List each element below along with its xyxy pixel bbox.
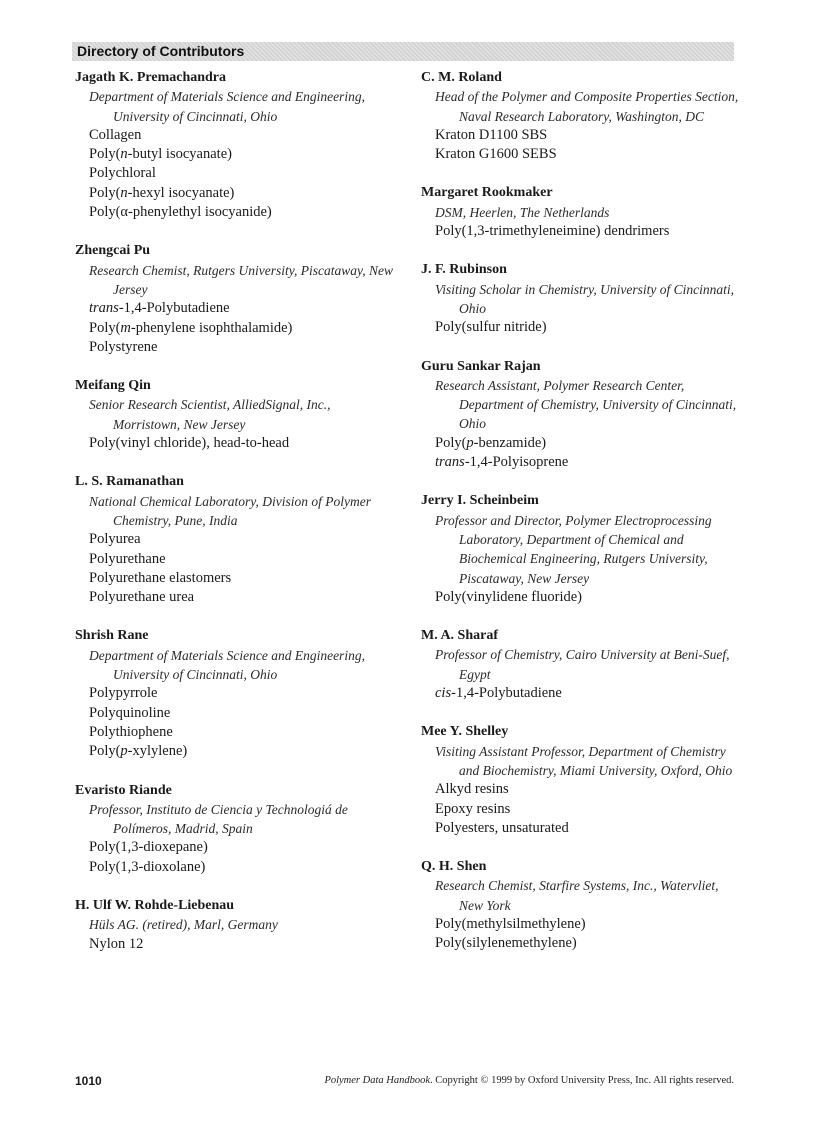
subject-text: Polyurethane elastomers — [89, 569, 232, 586]
subject-item — [89, 550, 395, 569]
subject-text: Polythiophene — [89, 723, 173, 740]
contributor-name: Jagath K. Premachandra — [75, 70, 227, 85]
subject-prefix: Poly( — [435, 434, 467, 451]
contributor-affiliation: Professor of Chemistry, Cairo University at Beni-Suef, Egypt — [435, 647, 730, 682]
subject-text: Poly(silylenemethylene) — [435, 935, 577, 952]
subject-text: -butyl isocyanate) — [127, 146, 232, 163]
subject-item — [435, 915, 739, 934]
contributor-entry — [421, 68, 739, 164]
subject-text: -1,4-Polybutadiene — [118, 300, 230, 317]
contributor-affiliation: Head of the Polymer and Composite Properties Section, Naval Research Laboratory, Washington, DC — [435, 89, 739, 124]
subject-item — [89, 684, 395, 703]
subject-item — [435, 126, 739, 145]
subject-text: -1,4-Polyisoprene — [464, 454, 569, 471]
copyright-text: . Copyright © 1999 by Oxford University Press, Inc. All rights reserved. — [430, 1075, 734, 1086]
contributor-name: Zhengcai Pu — [75, 243, 151, 259]
subject-text: Polyesters, unsaturated — [435, 819, 569, 836]
contributor-affiliation: National Chemical Laboratory, Division of Polymer Chemistry, Pune, India — [89, 493, 371, 528]
subject-item — [435, 318, 739, 337]
page-number: 1010 — [75, 1074, 102, 1088]
subject-item — [89, 569, 395, 588]
subject-text: Alkyd resins — [435, 781, 509, 798]
contributor-affiliation: Professor and Director, Polymer Electroprocessing Laboratory, Department of Chemical and Biochemical Engineering, Rutgers University, Piscataway, New Jersey — [435, 512, 712, 586]
subject-prefix: Poly( — [89, 146, 121, 163]
subject-item — [89, 338, 395, 357]
subject-text: Kraton G1600 SEBS — [435, 146, 557, 163]
contributor-entry — [75, 68, 395, 222]
book-title: Polymer Data Handbook — [324, 1075, 431, 1086]
contributor-name: H. Ulf W. Rohde-Liebenau — [75, 897, 235, 913]
contributor-name: Jerry I. Scheinbeim — [421, 493, 539, 509]
subject-item — [89, 145, 395, 164]
subject-item — [89, 299, 395, 318]
subject-italic: n — [120, 184, 128, 201]
contributor-entry — [421, 357, 739, 473]
contributor-affiliation: DSM, Heerlen, The Netherlands — [435, 204, 610, 220]
subject-text: Polystyrene — [89, 338, 158, 355]
subject-text: Poly(1,3-trimethyleneimine) dendrimers — [435, 223, 670, 240]
subject-item — [89, 319, 395, 338]
subject-text: Polyurea — [89, 531, 141, 548]
subject-item — [435, 222, 739, 241]
subject-item — [89, 184, 395, 203]
contributor-name: Guru Sankar Rajan — [421, 358, 541, 374]
subject-text: Poly(vinylidene fluoride) — [435, 588, 582, 605]
contributor-name: L. S. Ramanathan — [75, 474, 184, 490]
subject-text: Poly(1,3-dioxolane) — [89, 858, 206, 875]
contributor-name: Mee Y. Shelley — [421, 724, 509, 740]
subject-text: Poly(sulfur nitride) — [435, 319, 547, 336]
contributor-entry — [75, 626, 395, 761]
subject-item — [89, 203, 395, 222]
subject-text: -phenylene isophthalamide) — [130, 319, 293, 336]
contributor-affiliation: Senior Research Scientist, AlliedSignal, Inc., Morristown, New Jersey — [89, 397, 331, 432]
subject-italic: cis — [435, 685, 452, 702]
contributor-entry — [75, 896, 395, 954]
subject-text: Polyurethane urea — [89, 589, 195, 606]
subject-text: Polyurethane — [89, 550, 166, 567]
subject-prefix: Poly( — [89, 743, 121, 760]
subject-item — [435, 434, 739, 453]
contributor-affiliation: Visiting Scholar in Chemistry, University of Cincinnati, Ohio — [435, 281, 734, 316]
subject-italic: p — [466, 434, 474, 451]
contributor-affiliation: Visiting Assistant Professor, Department of Chemistry and Biochemistry, Miami University, Oxford, Ohio — [435, 743, 733, 778]
subject-item — [89, 434, 395, 453]
subject-item — [435, 588, 739, 607]
subject-item — [89, 935, 395, 954]
subject-text: Epoxy resins — [435, 800, 511, 817]
contributor-name: Meifang Qin — [75, 378, 151, 394]
subject-item — [89, 858, 395, 877]
subject-text: Collagen — [89, 126, 142, 143]
subject-item — [435, 684, 739, 703]
contributor-name: Q. H. Shen — [421, 859, 487, 875]
subject-item — [89, 723, 395, 742]
contributor-entry — [421, 722, 739, 838]
subject-item — [89, 126, 395, 145]
contributor-entry — [421, 183, 739, 241]
contributor-entry — [75, 472, 395, 607]
contributor-entry — [75, 781, 395, 877]
subject-prefix: Poly( — [89, 319, 121, 336]
subject-text: Poly(vinyl chloride), head-to-head — [89, 435, 290, 452]
contributor-name: Evaristo Riande — [75, 782, 172, 798]
left-column — [75, 68, 395, 973]
contributor-affiliation: Research Chemist, Starfire Systems, Inc., Watervliet, New York — [435, 878, 719, 913]
subject-item — [89, 164, 395, 183]
contributor-affiliation: Department of Materials Science and Engineering, University of Cincinnati, Ohio — [89, 647, 365, 683]
copyright-notice — [324, 1075, 734, 1086]
subject-item — [89, 588, 395, 607]
subject-text: Poly(1,3-dioxepane) — [89, 839, 208, 856]
subject-item — [435, 145, 739, 164]
contributor-affiliation: Hüls AG. (retired), Marl, Germany — [89, 917, 278, 933]
contributor-name: Margaret Rookmaker — [421, 185, 553, 201]
contributor-affiliation: Professor, Instituto de Ciencia y Technologiá de Polímeros, Madrid, Spain — [89, 801, 348, 837]
subject-item — [89, 530, 395, 549]
section-header-bar — [72, 42, 734, 61]
subject-prefix: Poly( — [89, 184, 121, 201]
contributor-name: C. M. Roland — [421, 70, 502, 85]
contributor-entry — [421, 857, 739, 953]
subject-italic: p — [120, 743, 128, 760]
contributor-entry — [75, 376, 395, 453]
contributor-name: J. F. Rubinson — [421, 262, 507, 278]
section-title: Directory of Contributors — [77, 43, 245, 59]
contributor-name: M. A. Sharaf — [421, 628, 498, 644]
contributor-entry — [421, 260, 739, 337]
contributor-entry — [421, 491, 739, 607]
subject-item — [89, 838, 395, 857]
subject-text: -hexyl isocyanate) — [127, 184, 235, 201]
subject-text: Kraton D1100 SBS — [435, 126, 548, 143]
subject-text: Poly(α-phenylethyl isocyanide) — [89, 204, 272, 221]
contributor-name: Shrish Rane — [75, 628, 149, 644]
contributor-affiliation: Research Chemist, Rutgers University, Piscataway, New Jersey — [89, 262, 393, 297]
subject-text: -xylylene) — [127, 743, 188, 760]
subject-item — [435, 934, 739, 953]
subject-item — [435, 780, 739, 799]
right-column — [421, 68, 739, 973]
subject-text: Poly(methylsilmethylene) — [435, 915, 586, 932]
subject-item — [435, 800, 739, 819]
contributor-entry — [75, 241, 395, 357]
subject-item — [89, 742, 395, 761]
subject-italic: m — [120, 319, 131, 336]
subject-italic: n — [120, 146, 128, 163]
contributor-affiliation: Department of Materials Science and Engineering, University of Cincinnati, Ohio — [89, 89, 365, 124]
subject-italic: trans — [435, 454, 465, 471]
subject-item — [435, 819, 739, 838]
subject-text: Nylon 12 — [89, 935, 144, 952]
subject-item — [435, 453, 739, 472]
subject-italic: trans — [89, 300, 119, 317]
subject-text: -1,4-Polybutadiene — [451, 685, 562, 702]
subject-text: Polypyrrole — [89, 685, 158, 702]
contributor-entry — [421, 626, 739, 703]
subject-text: Polyquinoline — [89, 704, 171, 721]
subject-text: -benzamide) — [473, 434, 547, 451]
subject-item — [89, 704, 395, 723]
page-footer — [75, 1074, 734, 1094]
contributor-affiliation: Research Assistant, Polymer Research Center, Department of Chemistry, University of Cincinnati, Ohio — [435, 377, 737, 432]
subject-text: Polychloral — [89, 165, 156, 182]
